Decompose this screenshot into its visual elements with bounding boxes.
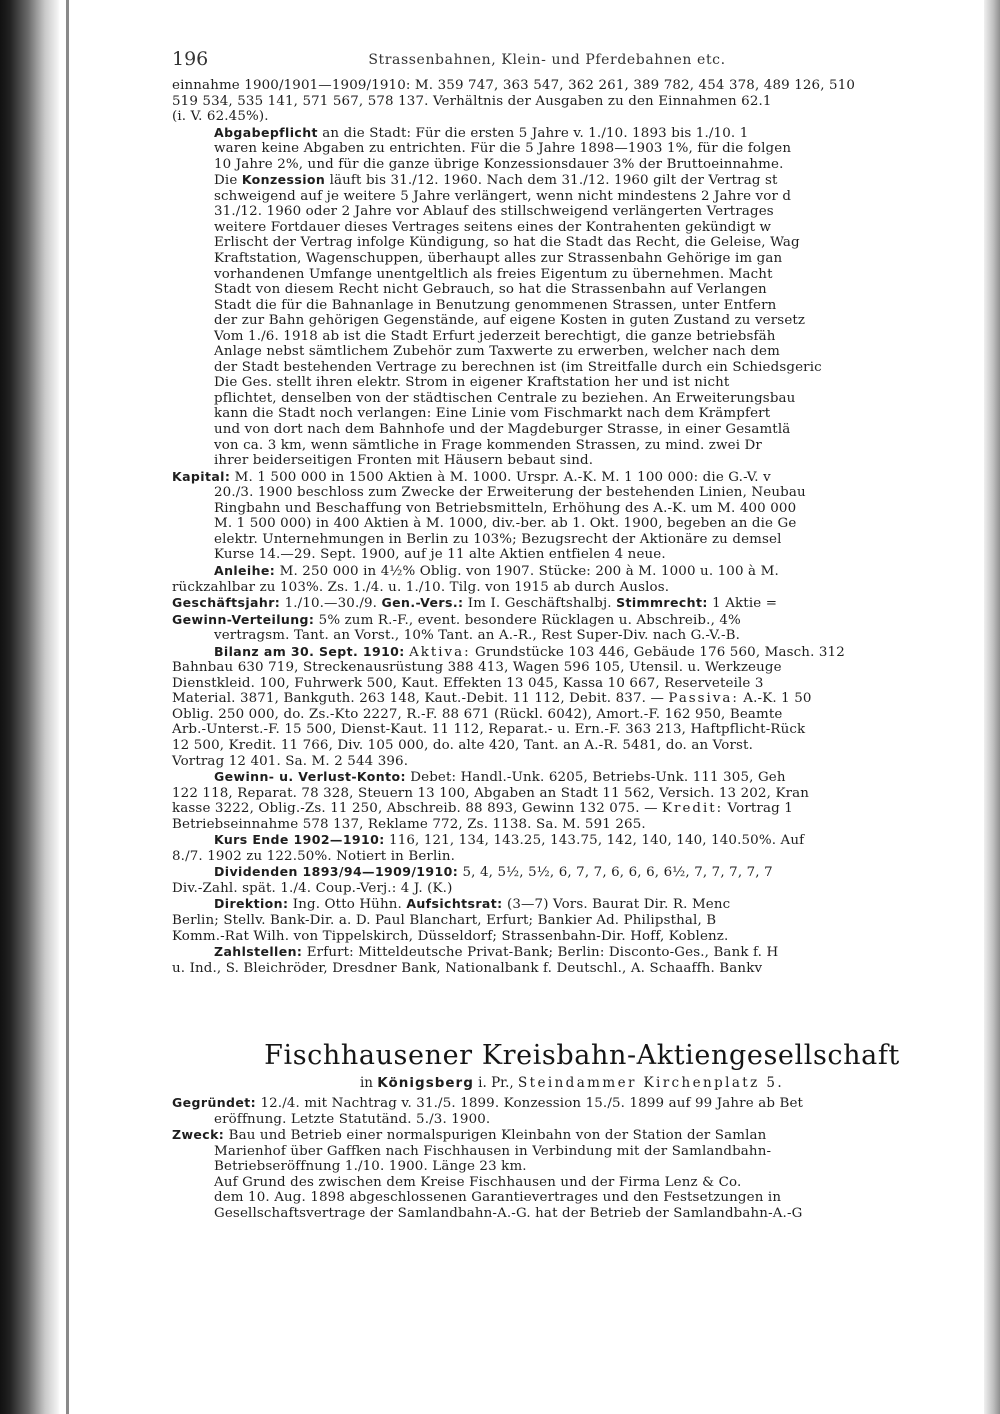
text-run: Im I. Geschäftshalbj. xyxy=(463,596,617,612)
text-run: eröffnung. Letzte Statutänd. 5./3. 1900. xyxy=(214,1111,491,1127)
text-run: Oblig. 250 000, do. Zs.-Kto 2227, R.-F. 88 671 (Rückl. 6042), Amort.-F. 162 950, Beamte xyxy=(172,706,783,722)
text-run: Die Ges. stellt ihren elektr. Strom in eigener Kraftstation her und ist nicht xyxy=(214,375,730,391)
text-run: 31./12. 1960 oder 2 Jahre vor Ablauf des stillschweigend verlängerten Vertrages xyxy=(214,204,774,220)
address-city: Königsberg xyxy=(377,1075,474,1092)
section-label: Anleihe: xyxy=(214,562,276,578)
section-label: Kurs Ende 1902—1910: xyxy=(214,832,385,848)
text-line xyxy=(172,298,962,314)
text-run: Erlischt der Vertrag infolge Kündigung, so hat die Stadt das Recht, die Geleise, Wag xyxy=(214,235,800,251)
text-line xyxy=(172,532,962,548)
section-label: Aufsichtsrat: xyxy=(406,896,503,912)
text-run: läuft bis 31./12. 1960. Nach dem 31./12. 1960 gilt der Vertrag st xyxy=(325,173,778,189)
text-line xyxy=(172,660,962,676)
text-run: Komm.-Rat Wilh. von Tippelskirch, Düsseldorf; Strassenbahn-Dir. Hoff, Koblenz. xyxy=(172,928,729,944)
section-label: Dividenden 1893/94—1909/1910: xyxy=(214,864,459,880)
text-line xyxy=(172,944,962,961)
text-run: Stadt von diesem Recht nicht Gebrauch, so hat die Strassenbahn auf Verlangen xyxy=(214,282,767,298)
page-header xyxy=(172,40,962,78)
text-run: dem 10. Aug. 1898 abgeschlossenen Garantievertrages und den Festsetzungen in xyxy=(214,1190,782,1206)
text-line xyxy=(172,94,962,110)
text-line xyxy=(172,801,962,817)
text-line xyxy=(172,817,962,833)
text-line xyxy=(172,644,962,661)
text-run: 1 Aktie = xyxy=(707,596,778,612)
text-run: Bahnbau 630 719, Streckenausrüstung 388 413, Wagen 596 105, Utensil. u. Werkzeuge xyxy=(172,660,782,676)
section-label: Geschäftsjahr: xyxy=(172,595,281,611)
text-run: (i. V. 62.45%). xyxy=(172,109,269,125)
text-line xyxy=(172,282,962,298)
text-run: 12 500, Kredit. 11 766, Div. 105 000, do. alte 420, Tant. an A.-R. 5481, do. an Vorst. xyxy=(172,737,753,753)
section-label: Konzession xyxy=(241,172,326,188)
text-run: u. Ind., S. Bleichröder, Dresdner Bank, Nationalbank f. Deutschl., A. Schaaffh. Bankv xyxy=(172,960,763,976)
text-line xyxy=(172,422,962,438)
text-line xyxy=(172,1095,962,1112)
text-line xyxy=(172,469,962,486)
text-line xyxy=(172,707,962,723)
text-line xyxy=(172,141,962,157)
text-line xyxy=(172,595,962,612)
text-run: pflichtet, denselben von der städtischen Centrale zu beziehen. An Erweiterungsbau xyxy=(214,390,796,406)
text-line xyxy=(172,580,962,596)
text-run: Debet: Handl.-Unk. 6205, Betriebs-Unk. 111 305, Geh xyxy=(405,770,786,786)
text-run: 1./10.—30./9. xyxy=(280,596,382,612)
text-line xyxy=(172,453,962,469)
text-run: an die Stadt: Für die ersten 5 Jahre v. 1./10. 1893 bis 1./10. 1 xyxy=(317,125,749,141)
text-line xyxy=(172,881,962,897)
text-run: Dienstkleid. 100, Fuhrwerk 500, Kaut. Effekten 13 045, Kassa 10 667, Reserveteile 3 xyxy=(172,675,764,691)
text-line xyxy=(172,1127,962,1144)
text-run: M. 1 500 000) in 400 Aktien à M. 1000, div.-ber. ab 1. Okt. 1900, begeben an die Ge xyxy=(214,516,797,532)
text-line xyxy=(172,864,962,881)
text-line xyxy=(172,849,962,865)
text-run: A.-K. 1 50 xyxy=(738,691,812,707)
text-run: Div.-Zahl. spät. 1./4. Coup.-Verj.: 4 J. (K.) xyxy=(172,880,453,896)
text-run: Berlin; Stellv. Bank-Dir. a. D. Paul Blanchart, Erfurt; Bankier Ad. Philipsthal, B xyxy=(172,912,717,928)
text-run: und von dort nach dem Bahnhofe und der Magdeburger Strasse, in einer Gesamtlä xyxy=(214,422,791,438)
text-run: Vortrag 1 xyxy=(723,801,793,817)
text-line xyxy=(172,929,962,945)
text-line xyxy=(172,516,962,532)
address-street: Steindammer Kirchenplatz 5. xyxy=(518,1075,785,1092)
text-line xyxy=(172,501,962,517)
text-run: Aktiva: xyxy=(409,644,471,660)
text-run: Bau und Betrieb einer normalspurigen Kleinbahn von der Station der Samlan xyxy=(224,1128,767,1144)
text-line xyxy=(172,109,962,125)
text-run: schweigend auf je weitere 5 Jahre verlängert, wenn nicht mindestens 2 Jahre vor d xyxy=(214,188,792,204)
section-label: Gewinn- u. Verlust-Konto: xyxy=(214,769,406,785)
section-label: Gewinn-Verteilung: xyxy=(172,611,315,627)
text-run: 10 Jahre 2%, und für die ganze übrige Konzessionsdauer 3% der Bruttoeinnahme. xyxy=(214,156,784,172)
text-run: Vom 1./6. 1918 ab ist die Stadt Erfurt jederzeit berechtigt, die ganze betriebsfäh xyxy=(214,328,776,344)
text-run: der zur Bahn gehörigen Gegenstände, auf eigene Kosten in guten Zustand zu versetz xyxy=(214,313,806,329)
text-line xyxy=(172,344,962,360)
text-run: rückzahlbar zu 103%. Zs. 1./4. u. 1./10. Tilg. von 1915 ab durch Auslos. xyxy=(172,579,670,595)
text-line xyxy=(172,563,962,580)
text-line xyxy=(172,125,962,142)
text-line xyxy=(172,786,962,802)
text-line xyxy=(172,738,962,754)
text-line xyxy=(172,1190,962,1206)
text-line xyxy=(172,406,962,422)
text-run: Die xyxy=(214,173,242,189)
running-title: Strassenbahnen, Klein- und Pferdebahnen etc. xyxy=(368,52,726,68)
text-line xyxy=(172,1144,962,1160)
text-line xyxy=(172,375,962,391)
section-label: Kapital: xyxy=(172,468,231,484)
text-run: weitere Fortdauer dieses Vertrages seitens eines der Kontrahenten gekündigt w xyxy=(214,219,772,235)
text-line xyxy=(172,896,962,913)
text-run: waren keine Abgaben zu entrichten. Für die 5 Jahre 1898—1903 1%, für die folgen xyxy=(214,141,792,157)
text-line xyxy=(172,1206,962,1222)
text-run: 5, 4, 5½, 5½, 6, 7, 7, 6, 6, 6, 6½, 7, 7, 7, 7, 7 xyxy=(458,865,773,881)
section-label: Zahlstellen: xyxy=(214,944,303,960)
text-run: elektr. Unternehmungen in Berlin zu 103%; Bezugsrecht der Aktionäre zu demsel xyxy=(214,531,782,547)
company-entry-text xyxy=(172,78,962,976)
text-line xyxy=(172,78,962,94)
page-edge-line xyxy=(66,0,69,1414)
text-run: von ca. 3 km, wenn sämtliche in Frage kommenden Strassen, zu mind. zwei Dr xyxy=(214,437,762,453)
text-run: M. 250 000 in 4½% Oblig. von 1907. Stücke: 200 à M. 1000 u. 100 à M. xyxy=(275,563,779,579)
text-run: Anlage nebst sämtlichem Zubehör zum Taxwerte zu erwerben, welcher nach dem xyxy=(214,344,780,360)
text-line xyxy=(172,485,962,501)
text-line xyxy=(172,691,962,707)
text-line xyxy=(172,913,962,929)
text-run: Grundstücke 103 446, Gebäude 176 560, Masch. 312 xyxy=(470,644,845,660)
text-line xyxy=(172,267,962,283)
text-line xyxy=(172,204,962,220)
text-run: 12./4. mit Nachtrag v. 31./5. 1899. Konzession 15./5. 1899 auf 99 Jahre ab Bet xyxy=(256,1096,804,1112)
section-label: Stimmrecht: xyxy=(616,595,708,611)
text-run: Kredit: xyxy=(662,801,724,817)
text-run: kasse 3222, Oblig.-Zs. 11 250, Abschreib. 88 893, Gewinn 132 075. — xyxy=(172,801,663,817)
text-run: Passiva: xyxy=(668,691,739,707)
section-label: Direktion: xyxy=(214,896,289,912)
text-line xyxy=(172,754,962,770)
company-title: Fischhausener Kreisbahn-Aktiengesellschaft xyxy=(264,1040,900,1072)
text-line xyxy=(172,832,962,849)
text-line xyxy=(172,438,962,454)
text-line xyxy=(172,676,962,692)
text-run: 20./3. 1900 beschloss zum Zwecke der Erweiterung der bestehenden Linien, Neubau xyxy=(214,485,806,501)
text-run: Ing. Otto Hühn. xyxy=(288,897,407,913)
section-label: Abgabepflicht xyxy=(214,124,318,140)
text-run: einnahme 1900/1901—1909/1910: M. 359 747, 363 547, 362 261, 389 782, 454 378, 489 126, 510 xyxy=(172,78,856,93)
text-run: kann die Stadt noch verlangen: Eine Linie vom Fischmarkt nach dem Krämpfert xyxy=(214,406,771,422)
text-run: 5% zum R.-F., event. besondere Rücklagen u. Abschreib., 4% xyxy=(314,612,741,628)
text-run: Betriebseröffnung 1./10. 1900. Länge 23 km. xyxy=(214,1159,527,1175)
text-run: 519 534, 535 141, 571 567, 578 137. Verhältnis der Ausgaben zu den Einnahmen 62.1 xyxy=(172,93,772,109)
document-page xyxy=(172,40,962,1222)
text-run: Arb.-Unterst.-F. 15 500, Dienst-Kaut. 11 112, Reparat.- u. Ern.-F. 363 213, Haftpflicht-Rück xyxy=(172,722,806,738)
text-run: vorhandenen Umfange unentgeltlich als freies Eigentum zu übernehmen. Macht xyxy=(214,266,773,282)
text-line xyxy=(172,1112,962,1128)
company-details-text xyxy=(172,1095,962,1221)
section-label: Bilanz am 30. Sept. 1910: xyxy=(214,643,405,659)
text-run: Marienhof über Gaffken nach Fischhausen in Verbindung mit der Samlandbahn- xyxy=(214,1143,772,1159)
text-run: Ringbahn und Beschaffung von Betriebsmitteln, Erhöhung des A.-K. um M. 400 000 xyxy=(214,500,797,516)
text-run: Material. 3871, Bankguth. 263 148, Kaut.-Debit. 11 112, Debit. 837. — xyxy=(172,691,669,707)
text-line xyxy=(172,313,962,329)
section-label: Gegründet: xyxy=(172,1095,257,1111)
text-run: 8./7. 1902 zu 122.50%. Notiert in Berlin. xyxy=(172,848,456,864)
address-mid: i. Pr., xyxy=(473,1075,518,1092)
address-prefix: in xyxy=(359,1075,378,1092)
text-run: Auf Grund des zwischen dem Kreise Fischhausen und der Firma Lenz & Co. xyxy=(214,1174,742,1190)
text-line xyxy=(172,612,962,629)
text-line xyxy=(172,251,962,267)
text-line xyxy=(172,961,962,977)
text-line xyxy=(172,172,962,189)
book-binding-shadow xyxy=(0,0,60,1414)
text-run: Vortrag 12 401. Sa. M. 2 544 396. xyxy=(172,753,409,769)
text-line xyxy=(172,235,962,251)
text-line xyxy=(172,329,962,345)
text-run: Stadt die für die Bahnanlage in Benutzung genommenen Strassen, unter Entfern xyxy=(214,297,777,313)
section-label: Zweck: xyxy=(172,1127,225,1143)
text-line xyxy=(172,628,962,644)
text-run: Erfurt: Mitteldeutsche Privat-Bank; Berlin: Disconto-Ges., Bank f. H xyxy=(302,945,779,961)
text-run: der Stadt bestehenden Vertrage zu berechnen ist (im Streitfalle durch ein Schiedsgeric xyxy=(214,359,822,375)
text-run: vertragsm. Tant. an Vorst., 10% Tant. an A.-R., Rest Super-Div. nach G.-V.-B. xyxy=(214,628,741,644)
text-run: Betriebseinnahme 578 137, Reklame 772, Zs. 1138. Sa. M. 591 265. xyxy=(172,816,646,832)
page-number: 196 xyxy=(172,48,209,70)
text-line xyxy=(172,722,962,738)
text-run: (3—7) Vors. Baurat Dir. R. Menc xyxy=(502,897,731,913)
text-line xyxy=(172,1175,962,1191)
text-line xyxy=(172,547,962,563)
text-line xyxy=(172,360,962,376)
text-line xyxy=(172,157,962,173)
text-run: ihrer beiderseitigen Fronten mit Häusern bebaut sind. xyxy=(214,453,594,469)
text-run: M. 1 500 000 in 1500 Aktien à M. 1000. Urspr. A.-K. M. 1 100 000: die G.-V. v xyxy=(230,469,771,485)
text-run: 122 118, Reparat. 78 328, Steuern 13 100, Abgaben an Stadt 11 562, Versich. 13 202, Kran xyxy=(172,785,810,801)
text-line xyxy=(172,1159,962,1175)
text-line xyxy=(172,220,962,236)
text-run: Kurse 14.—29. Sept. 1900, auf je 11 alte Aktien entfielen 4 neue. xyxy=(214,547,666,563)
company-address xyxy=(172,1075,962,1091)
text-line xyxy=(172,189,962,205)
facing-page-edge xyxy=(984,0,1000,1414)
text-run: Gesellschaftsvertrage der Samlandbahn-A.-G. hat der Betrieb der Samlandbahn-A.-G xyxy=(214,1206,803,1221)
text-line xyxy=(172,391,962,407)
text-run: Kraftstation, Wagenschuppen, überhaupt alles zur Strassenbahn Gehörige im gan xyxy=(214,251,783,267)
text-run: 116, 121, 134, 143.25, 143.75, 142, 140, 140, 140.50%. Auf xyxy=(384,833,805,849)
text-line xyxy=(172,769,962,786)
section-label: Gen.-Vers.: xyxy=(381,595,464,611)
